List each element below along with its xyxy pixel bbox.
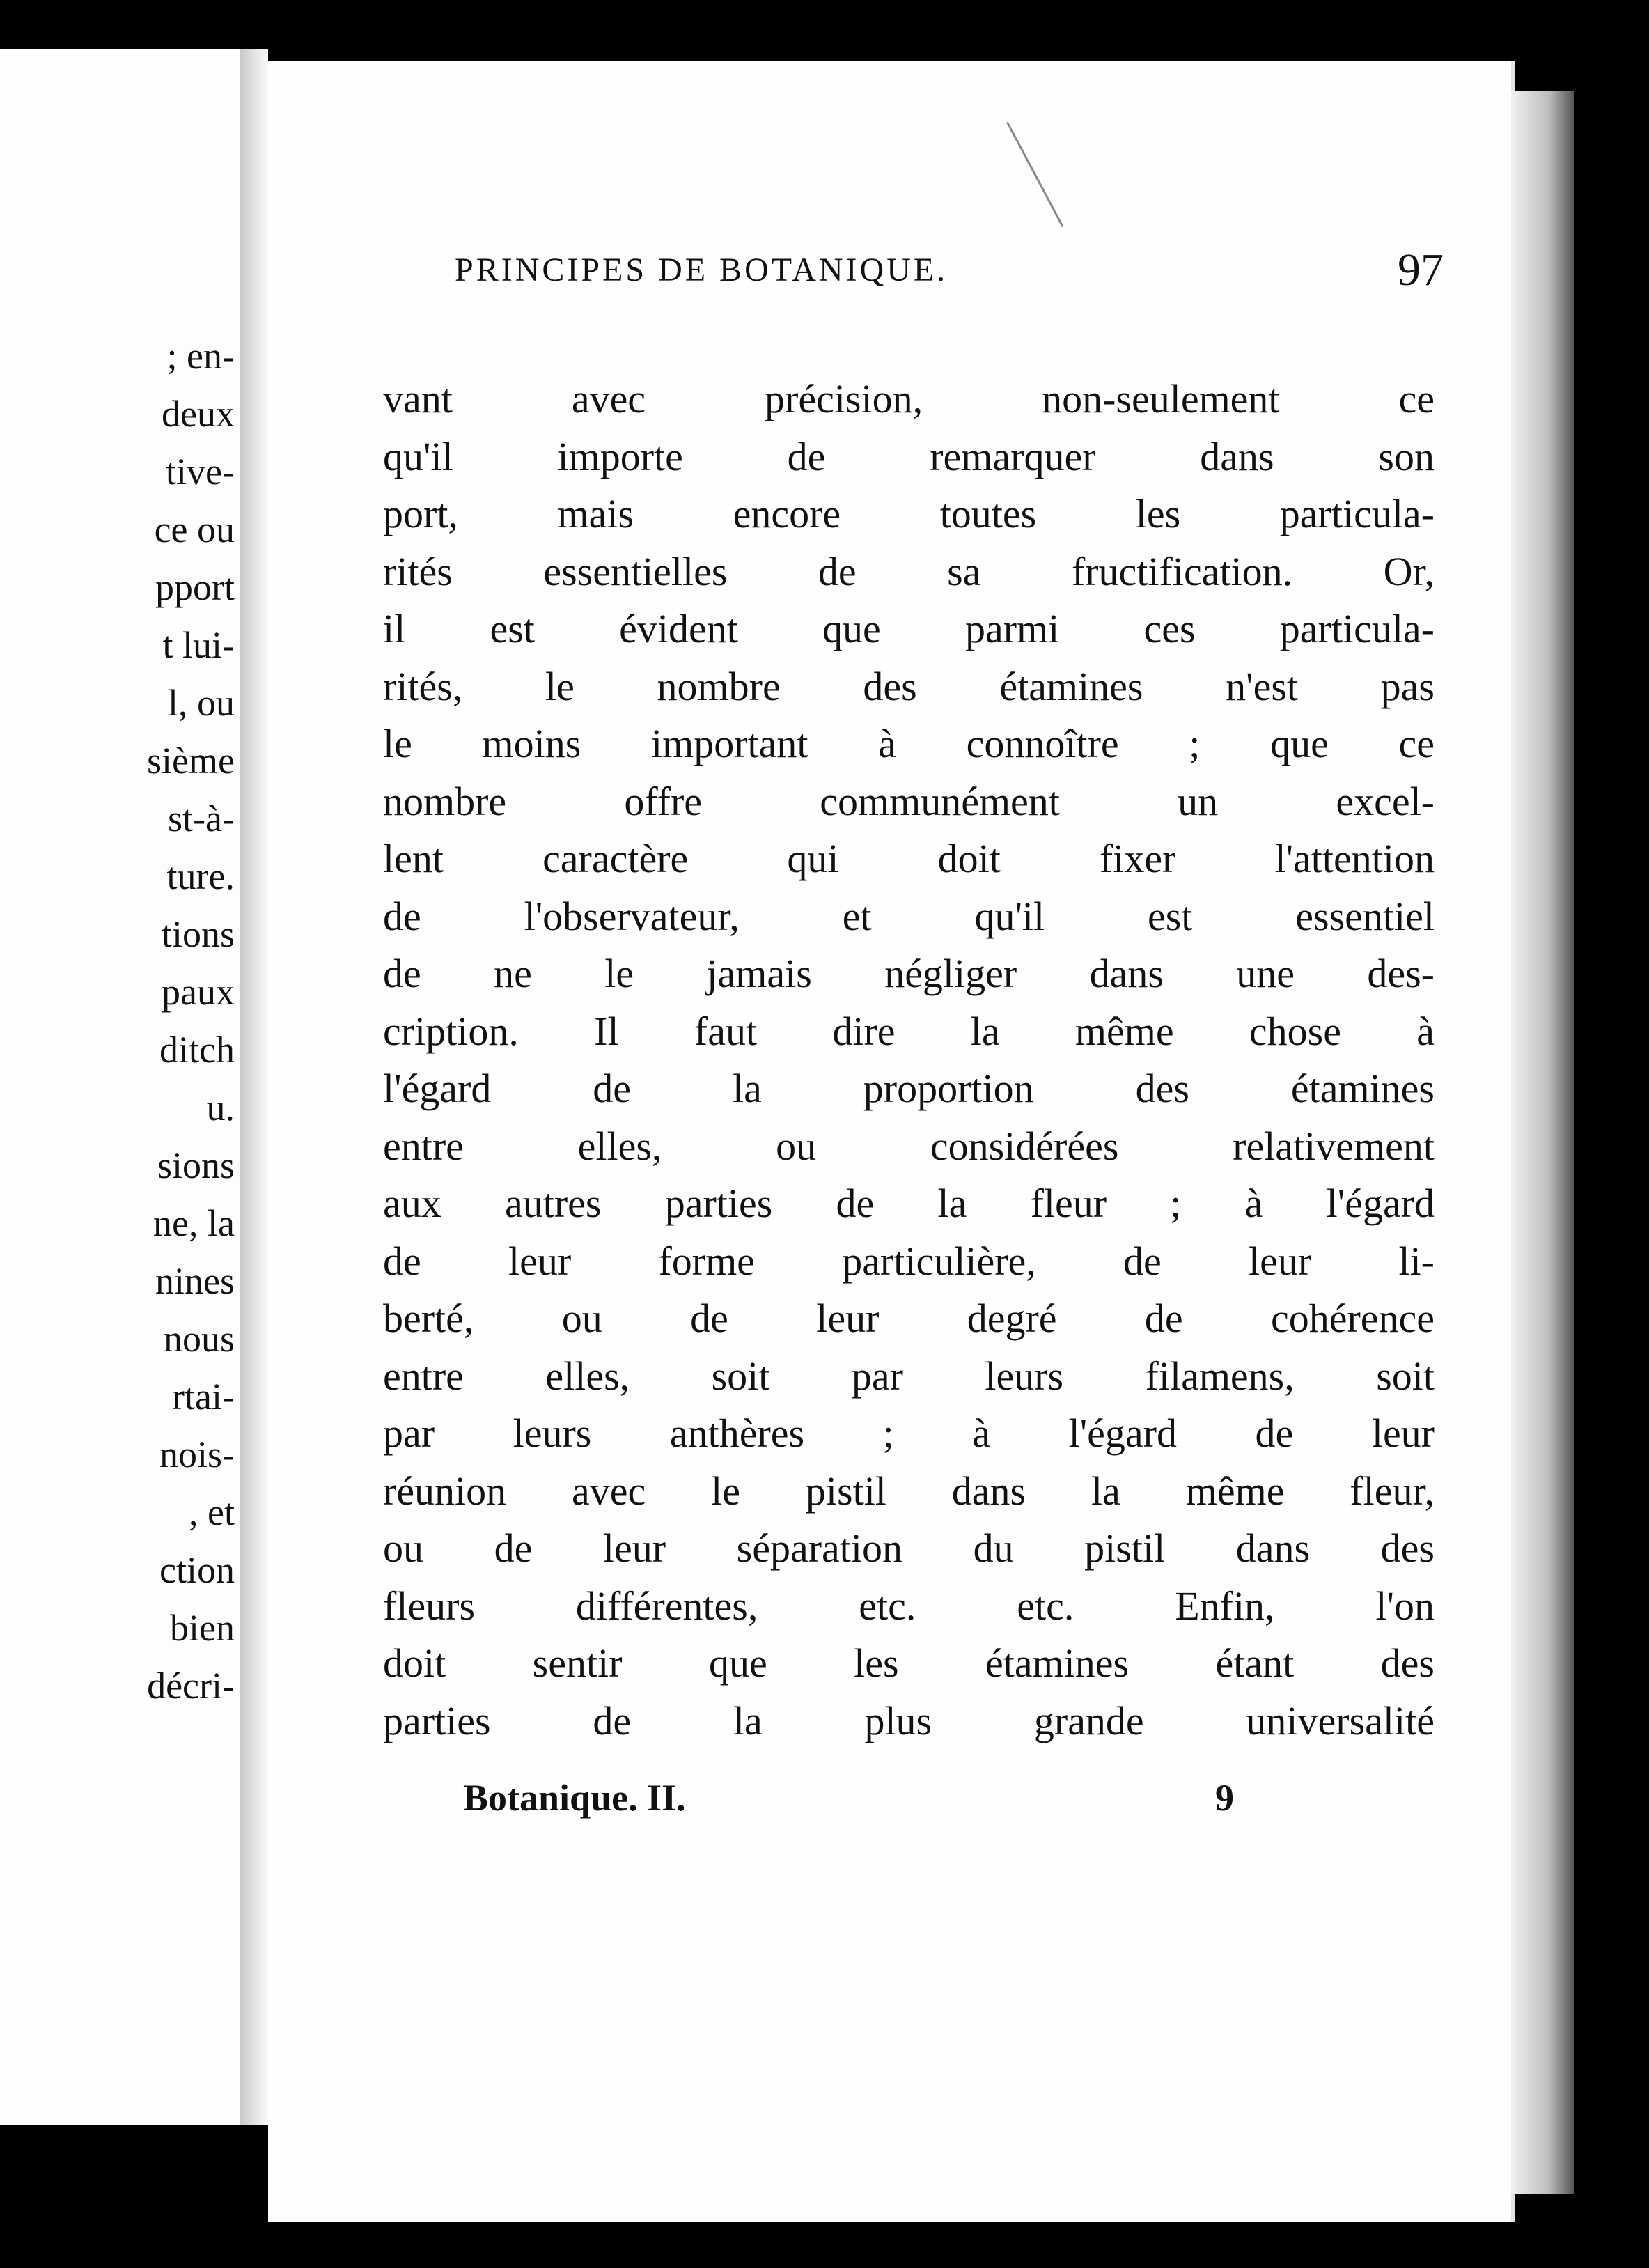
previous-page-line: ; en- xyxy=(166,335,235,377)
page-edge-shadow xyxy=(1511,91,1574,2194)
previous-page-line: décri- xyxy=(147,1665,235,1707)
previous-page-line: sième xyxy=(147,740,235,782)
previous-page-line: ditch xyxy=(159,1029,235,1071)
text-line: rités, le nombre des étamines n'est pas xyxy=(383,663,1435,709)
text-line: par leurs anthères ; à l'égard de leur xyxy=(383,1411,1435,1456)
running-title: PRINCIPES DE BOTANIQUE. xyxy=(455,251,948,288)
text-line: fleurs différentes, etc. etc. Enfin, l'on xyxy=(383,1583,1435,1629)
previous-page-line: ction xyxy=(159,1549,235,1591)
signature-mark: 9 xyxy=(1215,1777,1234,1819)
previous-page-fragment xyxy=(0,49,243,2125)
previous-page-line: deux xyxy=(162,393,235,435)
previous-page-line: tive- xyxy=(166,451,235,492)
previous-page-line: l, ou xyxy=(167,682,235,724)
current-page xyxy=(268,61,1515,2228)
previous-page-line: ce ou xyxy=(154,508,235,550)
text-line: entre elles, ou considérées relativement xyxy=(383,1123,1435,1169)
previous-page-line: , et xyxy=(189,1491,235,1533)
previous-page-line: u. xyxy=(206,1087,235,1128)
page-body-text xyxy=(383,371,1435,1750)
previous-page-line: t lui- xyxy=(162,624,235,666)
page-number: 97 xyxy=(1398,244,1444,295)
scan-bottom-border xyxy=(0,2222,1649,2268)
previous-page-line: sions xyxy=(157,1144,235,1186)
text-line: berté, ou de leur degré de cohérence xyxy=(383,1296,1435,1341)
text-line: l'égard de la proportion des étamines xyxy=(383,1066,1435,1111)
previous-page-line: tions xyxy=(161,913,235,955)
previous-page-line: nous xyxy=(163,1318,235,1360)
previous-page-line: pport xyxy=(155,566,235,608)
previous-page-line: st-à- xyxy=(168,798,235,839)
text-line: entre elles, soit par leurs filamens, soit xyxy=(383,1353,1435,1399)
text-line: ou de leur séparation du pistil dans des xyxy=(383,1525,1435,1571)
previous-page-line: ture. xyxy=(166,855,235,897)
page-footer xyxy=(463,1776,1368,1832)
text-line: réunion avec le pistil dans la même fleur, xyxy=(383,1468,1435,1514)
text-line: port, mais encore toutes les particula- xyxy=(383,491,1435,536)
text-line: lent caractère qui doit fixer l'attention xyxy=(383,836,1435,881)
signature-title: Botanique. II. xyxy=(463,1777,686,1819)
text-line: aux autres parties de la fleur ; à l'égard xyxy=(383,1181,1435,1226)
page-crease-mark xyxy=(1006,122,1063,228)
previous-page-line: ne, la xyxy=(153,1202,235,1244)
running-head xyxy=(455,244,1444,313)
previous-page-line: rtai- xyxy=(172,1376,235,1418)
previous-page-line: nois- xyxy=(159,1434,235,1475)
text-line: rités essentielles de sa fructification. Or, xyxy=(383,548,1435,594)
text-line: de ne le jamais négliger dans une des- xyxy=(383,951,1435,996)
text-line: vant avec précision, non-seulement ce xyxy=(383,376,1435,421)
book-gutter xyxy=(240,49,268,2125)
text-line: il est évident que parmi ces particula- xyxy=(383,606,1435,651)
previous-page-line: nines xyxy=(155,1260,235,1302)
text-line: parties de la plus grande universalité xyxy=(383,1698,1435,1743)
text-line: nombre offre communément un excel- xyxy=(383,778,1435,824)
text-line: doit sentir que les étamines étant des xyxy=(383,1640,1435,1686)
text-line: cription. Il faut dire la même chose à xyxy=(383,1008,1435,1054)
text-line: qu'il importe de remarquer dans son xyxy=(383,433,1435,479)
text-line: de leur forme particulière, de leur li- xyxy=(383,1238,1435,1284)
text-line: le moins important à connoître ; que ce xyxy=(383,721,1435,766)
previous-page-line: paux xyxy=(162,971,235,1013)
text-line: de l'observateur, et qu'il est essentiel xyxy=(383,893,1435,939)
previous-page-line: bien xyxy=(170,1607,235,1649)
